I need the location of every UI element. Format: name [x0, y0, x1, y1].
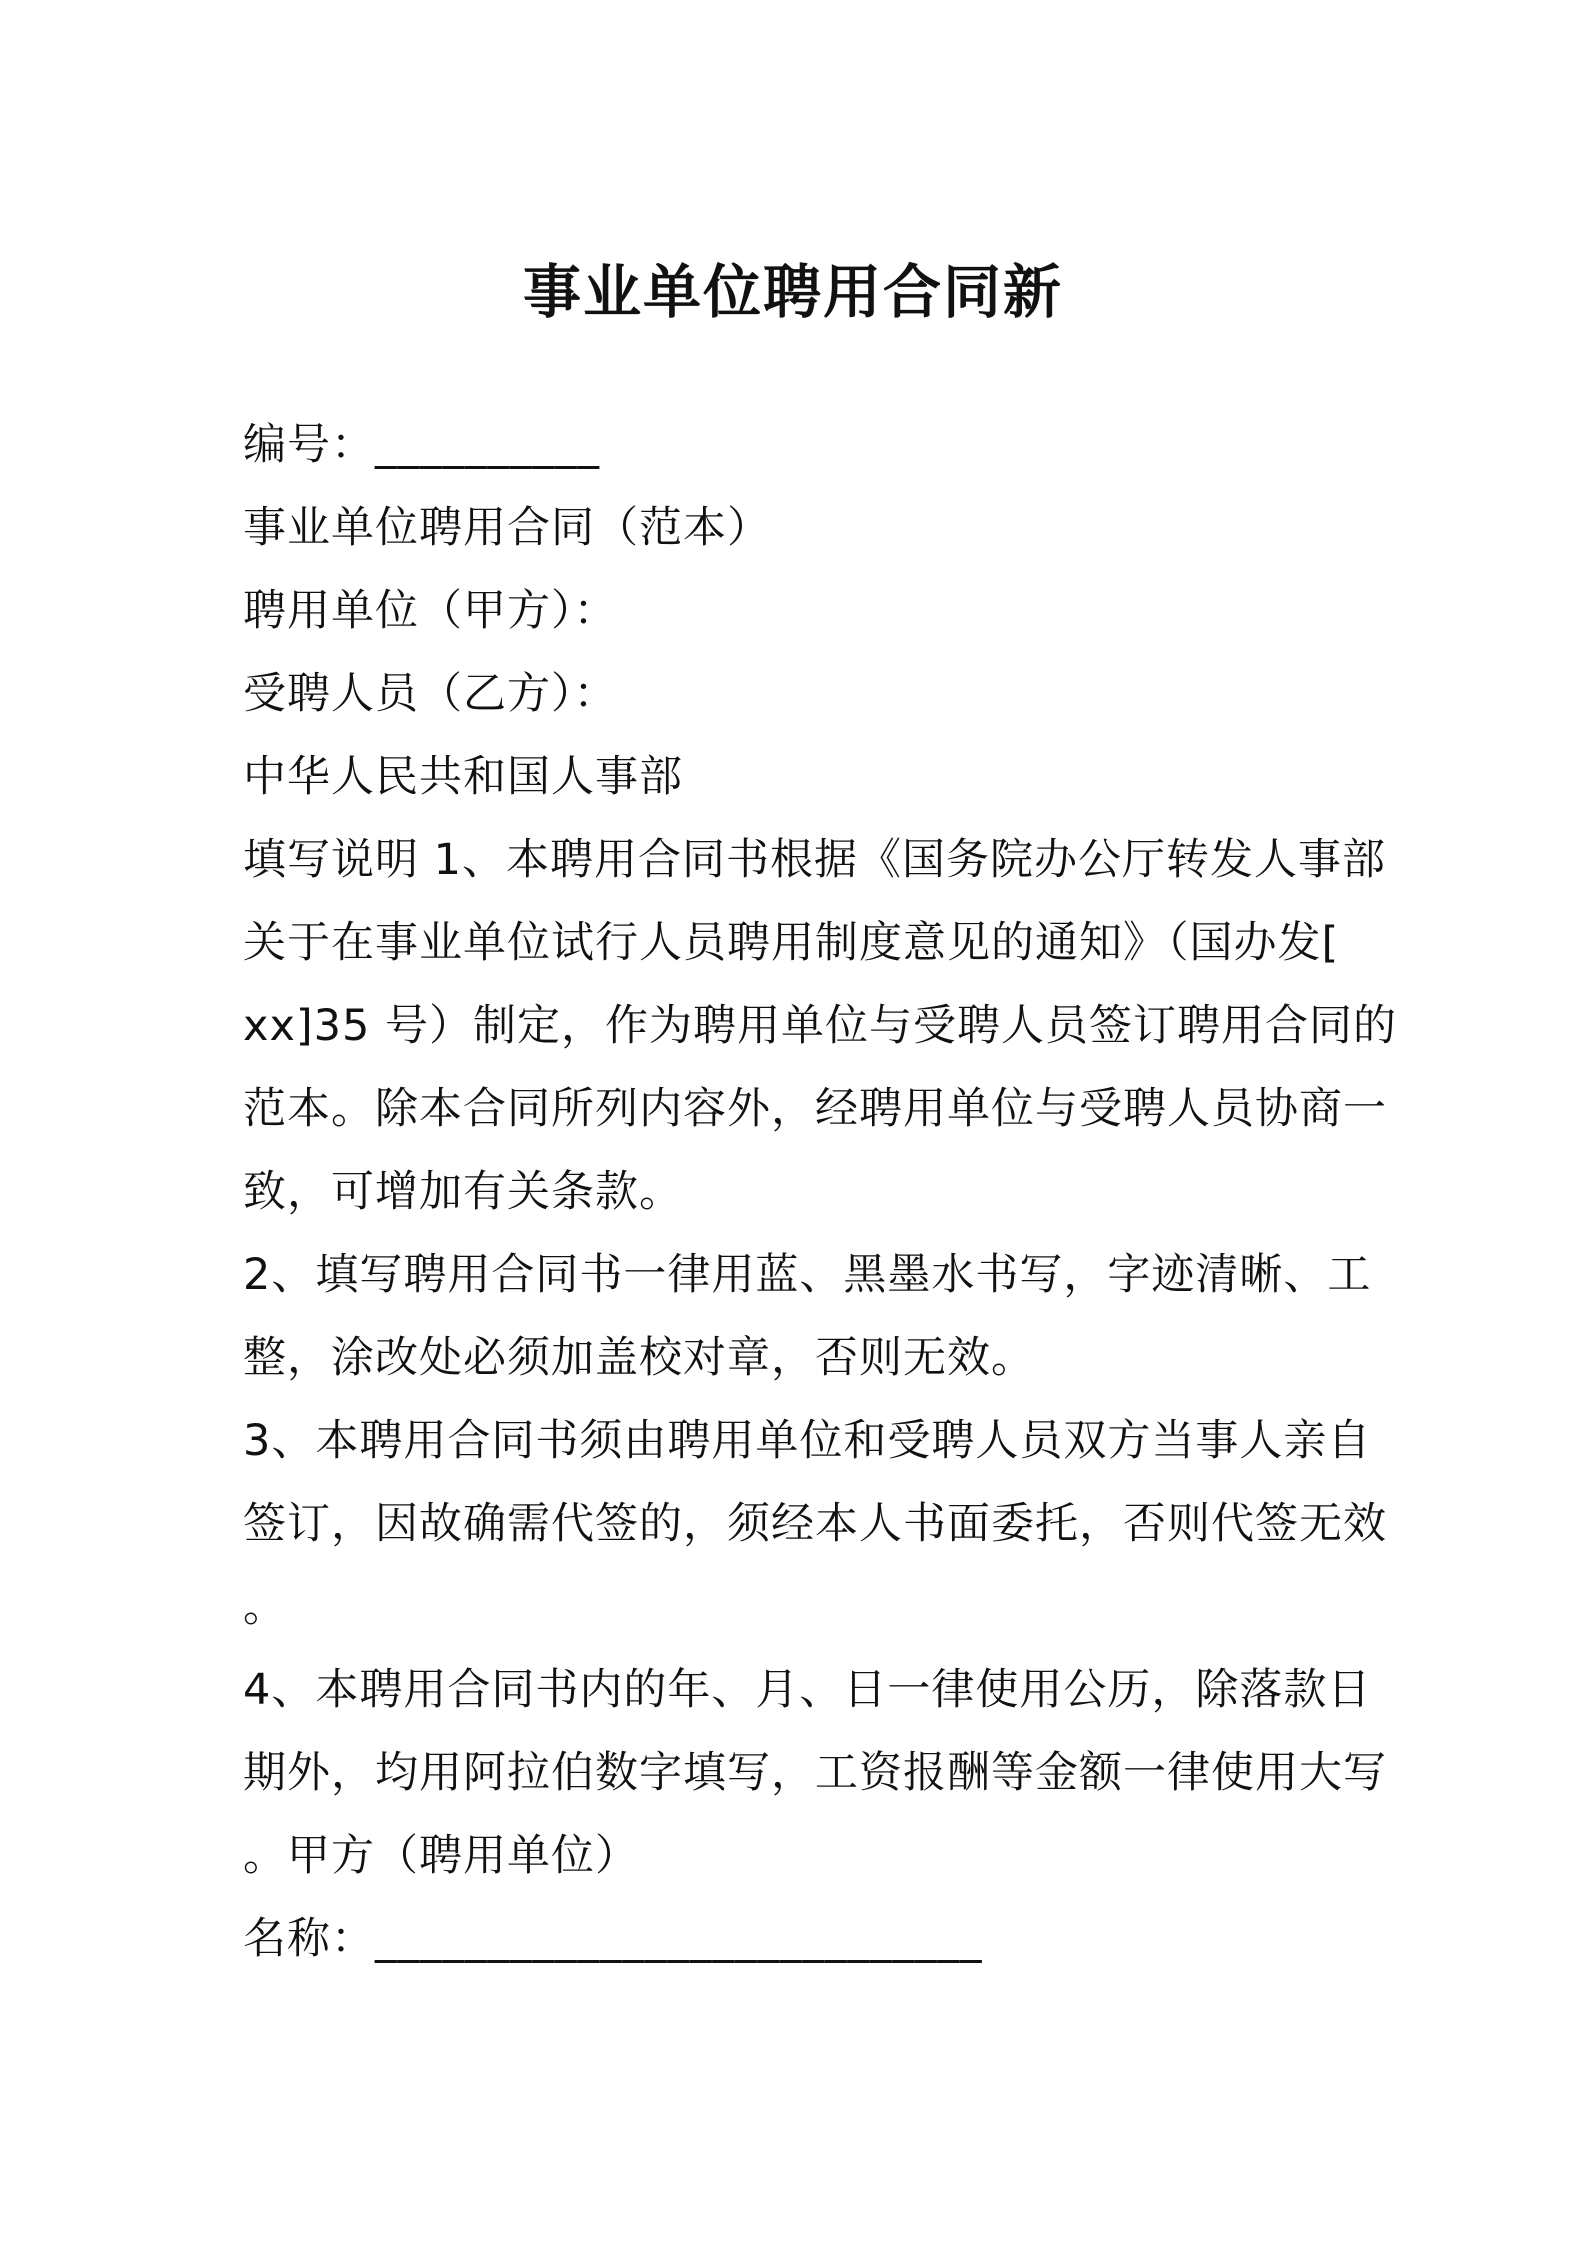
document-line: 签订，因故确需代签的，须经本人书面委托，否则代签无效	[243, 1499, 1387, 1549]
document-line: 。	[243, 1582, 287, 1632]
document-line: 受聘人员（乙方）：	[243, 669, 618, 719]
document-line: 期外，均用阿拉伯数字填写，工资报酬等金额一律使用大写	[243, 1748, 1387, 1798]
document-line: 范本。除本合同所列内容外，经聘用单位与受聘人员协商一	[243, 1084, 1387, 1134]
document-line: 。甲方（聘用单位）	[243, 1831, 639, 1881]
document-line: 4、本聘用合同书内的年、月、日一律使用公历，除落款日	[243, 1665, 1372, 1715]
document-line: 2、填写聘用合同书一律用蓝、黑墨水书写，字迹清晰、工	[243, 1250, 1372, 1300]
document-line: 事业单位聘用合同（范本）	[243, 503, 771, 553]
document-line: 3、本聘用合同书须由聘用单位和受聘人员双方当事人亲自	[243, 1416, 1372, 1466]
document-title: 事业单位聘用合同新	[522, 258, 1063, 326]
document-line: 关于在事业单位试行人员聘用制度意见的通知》（国办发[	[243, 918, 1340, 968]
document-line: 致，可增加有关条款。	[243, 1167, 683, 1217]
document-line: 编号：__________	[243, 420, 600, 470]
document-line: 填写说明 1、本聘用合同书根据《国务院办公厅转发人事部	[243, 835, 1387, 885]
document-line: 整，涂改处必须加盖校对章，否则无效。	[243, 1333, 1035, 1383]
document-line: 聘用单位（甲方）：	[243, 586, 618, 636]
document-body	[243, 404, 1398, 1981]
document-line: 名称：___________________________	[243, 1914, 983, 1964]
document-line: 中华人民共和国人事部	[243, 752, 683, 802]
document-line: xx]35 号）制定，作为聘用单位与受聘人员签订聘用合同的	[243, 1001, 1398, 1051]
